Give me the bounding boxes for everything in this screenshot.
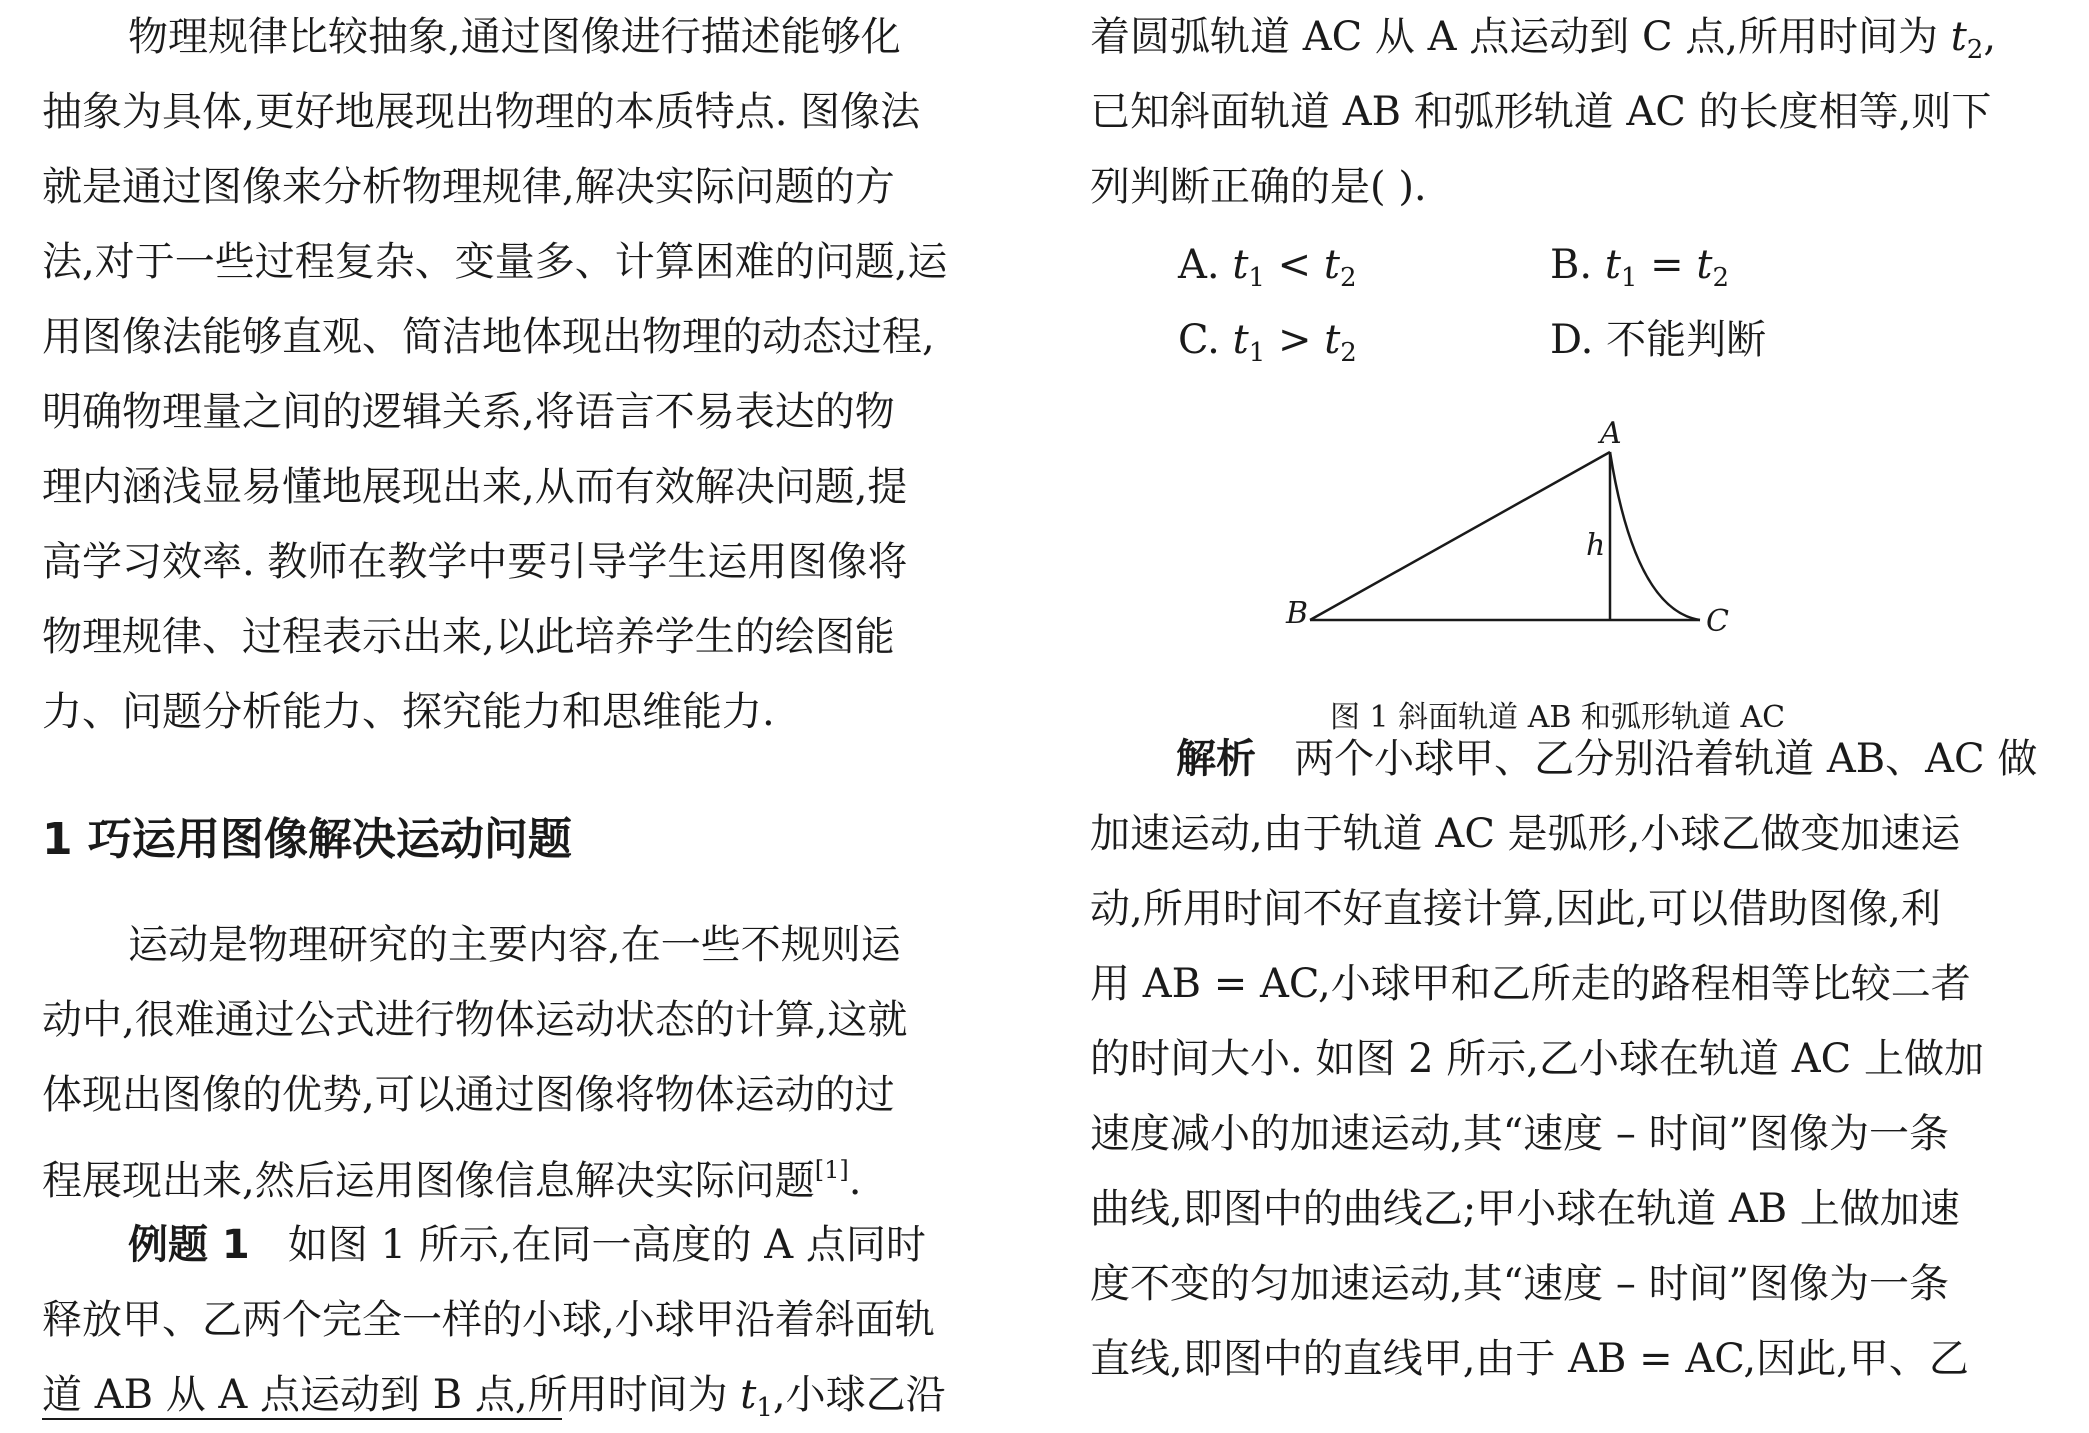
time-symbol: t	[1950, 14, 1967, 60]
text-line: 的时间大小. 如图 2 所示,乙小球在轨道 AC 上做加	[1090, 1036, 1984, 1082]
text-line: 高学习效率. 教师在教学中要引导学生运用图像将	[42, 539, 908, 585]
track-diagram	[1280, 405, 1760, 645]
text-segment: ,	[1983, 14, 1997, 60]
subscript: 2	[1340, 338, 1357, 368]
text-line: 抽象为具体,更好地展现出物理的本质特点. 图像法	[42, 89, 921, 135]
text-line: 曲线,即图中的曲线乙;甲小球在轨道 AB 上做加速	[1090, 1186, 1960, 1232]
subscript: 2	[1966, 35, 1984, 65]
time-symbol: t	[1232, 242, 1249, 288]
text-line: 物理规律、过程表示出来,以此培养学生的绘图能	[42, 614, 895, 660]
text-segment: .	[848, 1158, 862, 1204]
text-line	[1090, 0, 2050, 75]
point-label-b: B	[1286, 596, 1309, 631]
text-segment: ,小球乙沿	[772, 1372, 946, 1418]
point-label-a: A	[1600, 416, 1622, 451]
text-line: 加速运动,由于轨道 AC 是弧形,小球乙做变加速运	[1090, 811, 1961, 857]
time-symbol: t	[1324, 317, 1341, 363]
text-line: 用图像法能够直观、简洁地体现出物理的动态过程,	[42, 314, 935, 360]
text-line: 度不变的匀加速运动,其“速度 – 时间”图像为一条	[1090, 1261, 1950, 1307]
subscript: 1	[1620, 263, 1638, 293]
time-symbol: t	[1323, 242, 1340, 288]
analysis-label: 解析	[1176, 736, 1256, 782]
incline-track-ab	[1310, 452, 1610, 620]
text-line	[42, 1358, 1002, 1433]
subscript: 2	[1712, 263, 1730, 293]
text-line: 速度减小的加速运动,其“速度 – 时间”图像为一条	[1090, 1111, 1950, 1157]
text-line: 体现出图像的优势,可以通过图像将物体运动的过	[42, 1072, 895, 1118]
text-line: 动中,很难通过公式进行物体运动状态的计算,这就	[42, 997, 908, 1043]
text-line: 就是通过图像来分析物理规律,解决实际问题的方	[42, 164, 895, 210]
text-line: 用 AB = AC,小球甲和乙所走的路程相等比较二者	[1090, 961, 1971, 1007]
footnote-rule	[42, 1418, 562, 1420]
example-label: 例题 1	[128, 1222, 250, 1268]
analysis-paragraph	[1090, 722, 2050, 1397]
operator: <	[1264, 242, 1324, 288]
time-symbol: t	[740, 1372, 757, 1418]
text-line: 列判断正确的是( ).	[1090, 164, 1427, 210]
time-symbol: t	[1696, 242, 1713, 288]
motion-paragraph	[42, 908, 1002, 1433]
text-segment: 如图 1 所示,在同一高度的 A 点同时	[287, 1222, 926, 1268]
section-heading: 1 巧运用图像解决运动问题	[42, 814, 572, 865]
subscript: 1	[756, 1393, 773, 1423]
option-label: A.	[1178, 242, 1233, 288]
text-segment: 两个小球甲、乙分别沿着轨道 AB、AC 做	[1294, 736, 2038, 782]
text-segment: 着圆弧轨道 AC 从 A 点运动到 C 点,所用时间为	[1090, 14, 1951, 60]
text-line	[42, 1133, 1002, 1208]
time-symbol: t	[1604, 242, 1621, 288]
example-line	[42, 1208, 1002, 1283]
text-line: 法,对于一些过程复杂、变量多、计算困难的问题,运	[42, 239, 948, 285]
text-line: 理内涵浅显易懂地展现出来,从而有效解决问题,提	[42, 464, 908, 510]
text-line: 明确物理量之间的逻辑关系,将语言不易表达的物	[42, 389, 895, 435]
arc-track-ac	[1610, 452, 1700, 620]
text-line: 力、问题分析能力、探究能力和思维能力.	[42, 689, 775, 735]
text-segment: 道 AB 从 A 点运动到 B 点,所用时间为	[42, 1372, 741, 1418]
text-segment: 程展现出来,然后运用图像信息解决实际问题	[42, 1158, 815, 1204]
option-d: D. 不能判断	[1550, 317, 1767, 363]
analysis-line	[1090, 722, 2050, 797]
point-label-c: C	[1706, 604, 1729, 639]
text-line: 动,所用时间不好直接计算,因此,可以借助图像,利	[1090, 886, 1941, 932]
operator: >	[1265, 317, 1325, 363]
height-label-h: h	[1586, 528, 1606, 563]
option-label: B.	[1550, 242, 1605, 288]
text-line: 物理规律比较抽象,通过图像进行描述能够化	[128, 14, 901, 60]
text-line: 释放甲、乙两个完全一样的小球,小球甲沿着斜面轨	[42, 1297, 935, 1343]
option-c	[1178, 303, 1357, 391]
text-line: 直线,即图中的直线甲,由于 AB = AC,因此,甲、乙	[1090, 1336, 1969, 1382]
option-label: C.	[1178, 317, 1233, 363]
intro-paragraph	[42, 0, 1002, 750]
figure-caption: 图 1 斜面轨道 AB 和弧形轨道 AC	[1330, 700, 1786, 735]
subscript: 1	[1248, 338, 1266, 368]
subscript: 2	[1339, 263, 1357, 293]
text-line: 已知斜面轨道 AB 和弧形轨道 AC 的长度相等,则下	[1090, 89, 1992, 135]
left-column	[42, 0, 1002, 1423]
subscript: 1	[1248, 263, 1265, 293]
operator: =	[1637, 242, 1697, 288]
time-symbol: t	[1232, 317, 1249, 363]
citation-ref: [1]	[814, 1156, 849, 1184]
right-column	[1090, 0, 2050, 1382]
text-line: 运动是物理研究的主要内容,在一些不规则运	[128, 922, 901, 968]
